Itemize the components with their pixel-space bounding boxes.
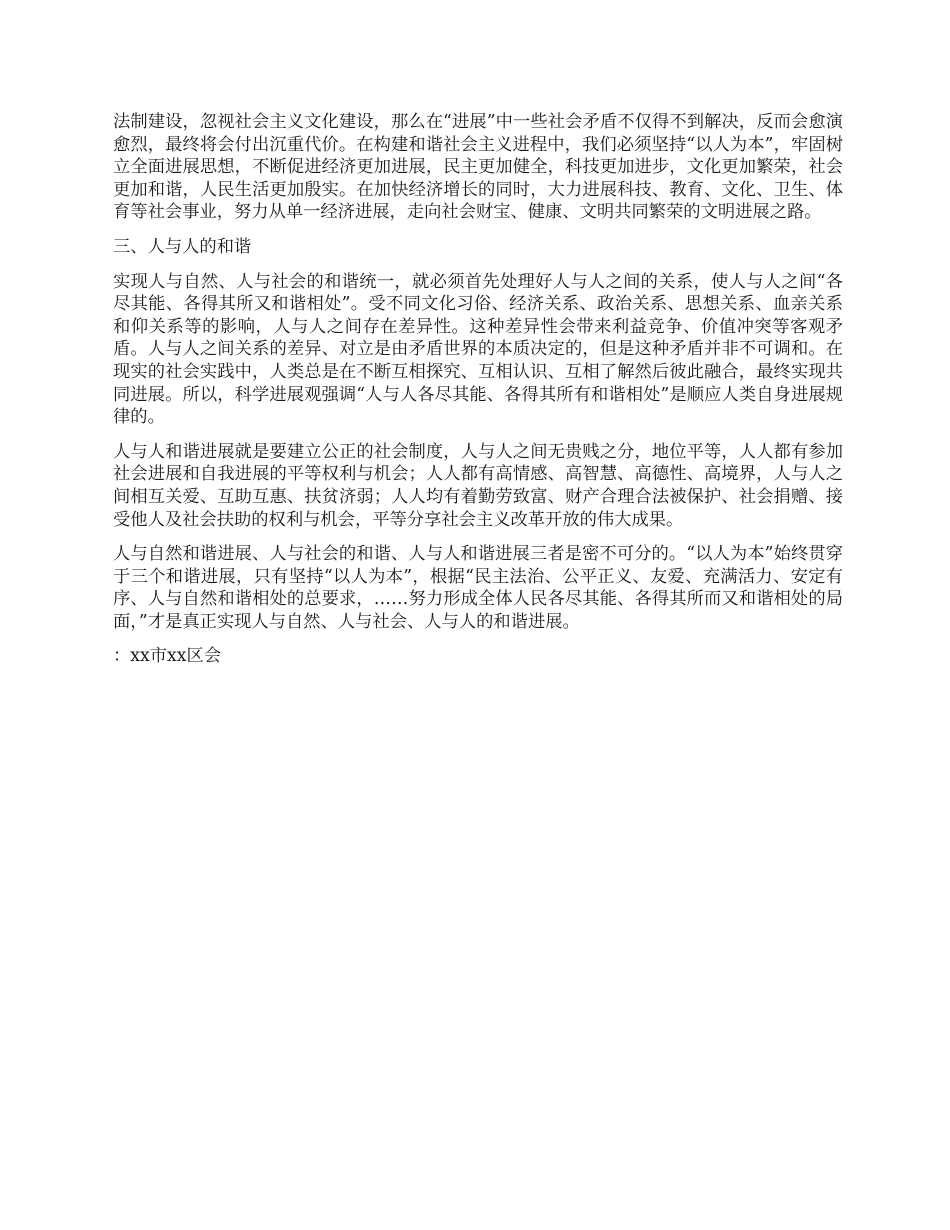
paragraph-rule-of-law: 法制建设，忽视社会主义文化建设，那么在“进展”中一些社会矛盾不仅得不到解决，反而会愈演愈烈，最终将会付出沉重代价。在构建和谐社会主义进程中，我们必须坚持“以人为本”，牢固树立全面进展思想，不断促进经济更加进展，民主更加健全，科技更加进步，文化更加繁荣，社会更加和谐，人民生活更加殷实。在加快经济增长的同时，大力进展科技、教育、文化、卫生、体育等社会事业，努力从单一经济进展，走向社会财宝、健康、文明共同繁荣的文明进展之路。 bbox=[113, 112, 843, 223]
signature-line: ：xx市xx区会 bbox=[113, 646, 222, 667]
paragraph-harmony-unity: 实现人与自然、人与社会的和谐统一，就必须首先处理好人与人之间的关系，使人与人之间“各尽其能、各得其所又和谐相处”。受不同文化习俗、经济关系、政治关系、思想关系、血亲关系和仰关系等的影响，人与人之间存在差异性。这种差异性会带来利益竞争、价值冲突等客观矛盾。人与人之间关系的差异、对立是由矛盾世界的本质决定的，但是这种矛盾并非不可调和。在现实的社会实践中，人类总是在不断互相探究、互相认识、互相了解然后彼此融合，最终实现共同进展。所以，科学进展观强调“人与人各尽其能、各得其所有和谐相处”是顺应人类自身进展规律的。 bbox=[113, 271, 843, 428]
document-body bbox=[113, 111, 843, 668]
paragraph-three-harmonies: 人与自然和谐进展、人与社会的和谐、人与人和谐进展三者是密不可分的。“以人为本”始终贯穿于三个和谐进展，只有坚持“以人为本”，根据“民主法治、公平正义、友爱、充满活力、安定有序、人与自然和谐相处的总要求，……努力形成全体人民各尽其能、各得其所而又和谐相处的局面，”才是真正实现人与自然、人与社会、人与人的和谐进展。 bbox=[113, 544, 843, 632]
paragraph-fair-system: 人与人和谐进展就是要建立公正的社会制度，人与人之间无贵贱之分，地位平等，人人都有参加社会进展和自我进展的平等权利与机会；人人都有高情感、高智慧、高德性、高境界，人与人之间相互关爱、互助互惠、扶贫济弱；人人均有着勤劳致富、财产合理合法被保护、社会捐赠、接受他人及社会扶助的权利与机会，平等分享社会主义改革开放的伟大成果。 bbox=[113, 441, 843, 530]
section-heading: 三、人与人的和谐 bbox=[113, 236, 252, 257]
